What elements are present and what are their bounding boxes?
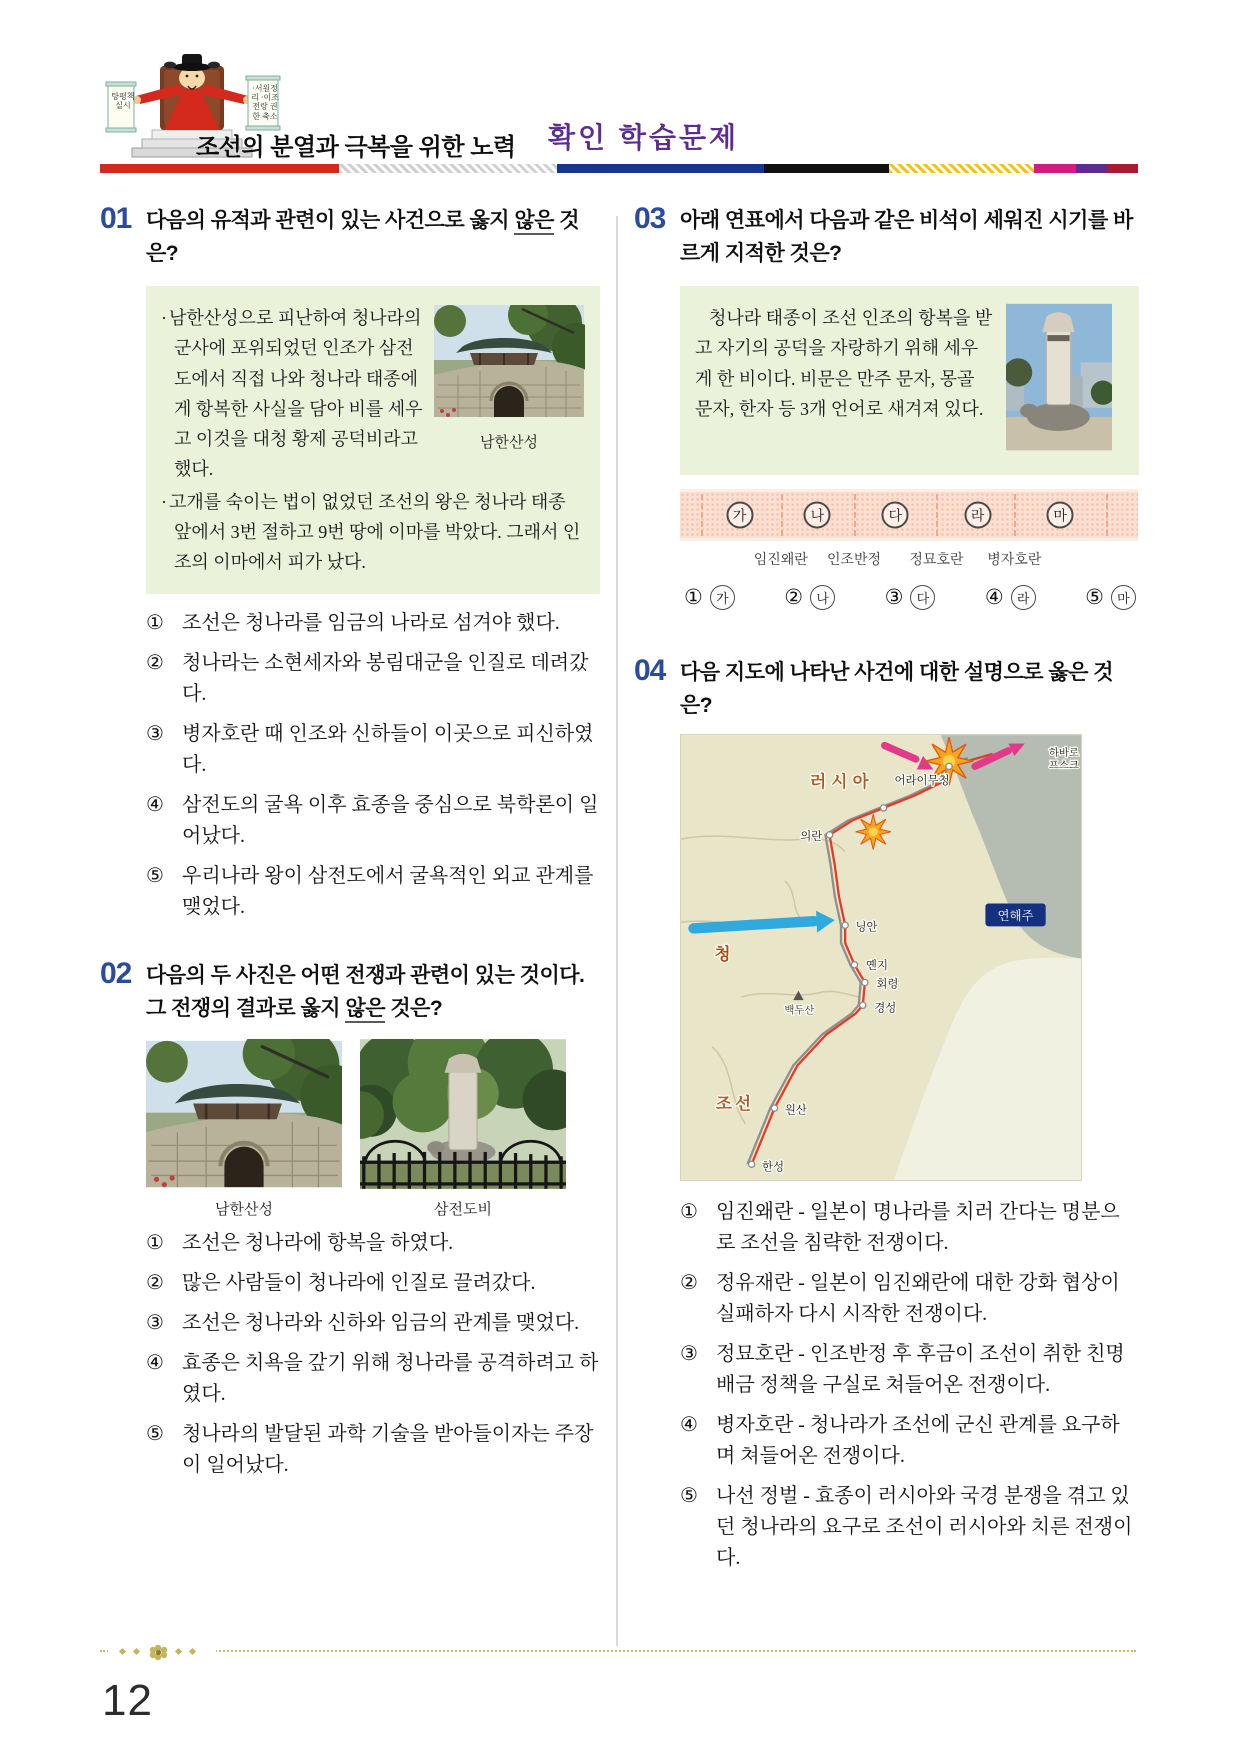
header-color-bar (100, 164, 1138, 173)
q4-choices (680, 1197, 1139, 1574)
timeline-marker-ga: 가 (726, 502, 753, 529)
choice-number: ② (784, 585, 804, 610)
timeline-separator (781, 494, 783, 536)
battle-starburst-icon (856, 815, 891, 850)
map-city-gyeongseong: 경성 (874, 1002, 897, 1015)
bar-segment-black (764, 164, 889, 173)
q4-choice-2 (680, 1268, 1139, 1330)
photo-caption: 삼전도비 (434, 1201, 492, 1219)
naseon-expedition-map (680, 734, 1082, 1181)
choice-number: ④ (146, 1352, 164, 1375)
content-columns (100, 202, 1140, 1646)
map-image (680, 734, 1082, 1181)
choice-text: 조선은 청나라와 신하와 임금의 관계를 맺었다. (182, 1312, 580, 1335)
bar-segment-yellow-checker (889, 164, 1034, 173)
choice-number: ⑤ (146, 1423, 164, 1446)
map-region-russia: 러시아 (810, 772, 874, 792)
choice-text: 많은 사람들이 청나라에 인질로 끌려갔다. (182, 1272, 536, 1295)
choice-marker: 가 (710, 585, 735, 610)
choice-text: 정묘호란 - 인조반정 후 후금이 조선이 취한 친명배금 정책을 구실로 쳐들어온 전쟁이다. (716, 1343, 1125, 1397)
q1-choice-4 (146, 790, 600, 852)
king-scroll-right-text: ·서원정리 ·이조전랑 권한 축소 (251, 84, 279, 121)
choice-number: ③ (146, 723, 164, 746)
q3-choice-2 (784, 585, 835, 610)
fortress-gate-image (433, 305, 585, 417)
column-left (100, 202, 600, 1646)
choice-text: 삼전도의 굴욕 이후 효종을 중심으로 북학론이 일어났다. (182, 794, 599, 848)
page-number: 12 (102, 1676, 153, 1725)
namhansanseong-photo (146, 1039, 342, 1219)
column-right (634, 202, 1139, 1646)
question-number: 03 (634, 202, 666, 235)
map-city-ningan: 닝안 (855, 921, 878, 934)
choice-text: 병자호란 - 청나라가 조선에 군신 관계를 요구하며 쳐들어온 전쟁이다. (716, 1414, 1120, 1468)
q1-choice-2 (146, 648, 600, 710)
stem-text: 것은? (385, 996, 443, 1020)
choice-marker: 나 (810, 585, 835, 610)
q2-photo-row (146, 1039, 600, 1219)
choice-text: 병자호란 때 인조와 신하들이 이곳으로 피신하였다. (182, 723, 594, 777)
source-paragraph: 청나라 태종이 조선 인조의 항복을 받고 자기의 공덕을 자랑하기 위해 세우게 한 비이다. 비문은 만주 문자, 몽골 문자, 한자 등 3개 언어로 새겨져 있다. (695, 308, 993, 419)
q2-choice-1 (146, 1228, 600, 1259)
bar-segment-gray-checker (339, 164, 557, 173)
q3-choice-3 (885, 585, 936, 610)
q4-choice-3 (680, 1339, 1139, 1401)
footer-divider (100, 1650, 1136, 1652)
king-scroll-left-text: 탕평책 실시 (111, 92, 135, 111)
choice-marker: 마 (1111, 585, 1136, 610)
underlined-word: 않은 (514, 209, 554, 235)
source-text (695, 303, 994, 426)
choice-number: ⑤ (680, 1485, 698, 1508)
q2-choice-2 (146, 1268, 600, 1299)
stem-text: 다음의 유적과 관련이 있는 사건으로 옳지 (146, 209, 515, 232)
q1-choice-3 (146, 719, 600, 781)
choice-text: 조선은 청나라를 임금의 나라로 섬겨야 했다. (182, 612, 560, 635)
choice-number: ③ (146, 1312, 164, 1335)
header-badge: 확인 학습문제 (548, 122, 740, 153)
map-city-eoraimucheong: 어라이무청 (894, 775, 950, 788)
samjeondobi-stele-photo (1006, 303, 1112, 460)
choice-number: ① (684, 585, 703, 610)
choice-number: ④ (984, 585, 1004, 610)
map-city-hanseong: 한성 (762, 1161, 785, 1174)
choice-number: ① (146, 612, 164, 635)
choice-number: ③ (884, 585, 904, 610)
question-03 (634, 202, 1139, 610)
map-mountain-baekdusan: 백두산 (784, 1006, 815, 1018)
underlined-word: 않은 (345, 997, 385, 1023)
map-city-uiran: 의란 (800, 831, 823, 844)
question-stem (146, 957, 600, 1025)
map-city-wonsan: 원산 (784, 1104, 807, 1117)
timeline-band (680, 489, 1138, 541)
page-header (100, 38, 1140, 164)
question-01 (100, 202, 600, 923)
choice-marker: 라 (1011, 585, 1036, 610)
q1-choices (146, 608, 600, 923)
timeline-marker-na: 나 (804, 502, 831, 529)
stem-text: 것은? (146, 209, 580, 265)
q3-choices (680, 585, 1140, 610)
photo-caption: 남한산성 (215, 1201, 273, 1219)
choice-text: 청나라는 소현세자와 봉림대군을 인질로 데려갔다. (182, 652, 589, 706)
map-region-qing: 청 (714, 944, 731, 964)
map-region-yeonhaeju: 연해주 (997, 909, 1034, 924)
choice-text: 나선 정벌 - 효종이 러시아와 국경 분쟁을 겪고 있던 청나라의 요구로 조선이 러시아와 치른 전쟁이다. (716, 1485, 1133, 1570)
timeline-event: 인조반정 (826, 551, 882, 568)
timeline-separator (854, 494, 856, 536)
timeline-event-labels (680, 545, 1138, 569)
q2-choice-3 (146, 1308, 600, 1339)
q4-choice-1 (680, 1197, 1139, 1259)
choice-text: 청나라의 발달된 과학 기술을 받아들이자는 주장이 일어났다. (182, 1423, 594, 1477)
choice-number: ④ (680, 1414, 698, 1437)
q4-choice-5 (680, 1481, 1139, 1574)
bar-segment-darkred (1107, 164, 1138, 173)
source-box (146, 286, 600, 594)
question-number: 01 (100, 202, 132, 235)
timeline-marker-ma: 마 (1047, 502, 1074, 529)
q3-choice-4 (985, 585, 1036, 610)
timeline-event: 병자호란 (987, 551, 1042, 568)
question-04 (634, 654, 1139, 1574)
q3-choice-1 (684, 585, 735, 610)
q4-choice-4 (680, 1410, 1139, 1472)
map-city-yeonji: 옌지 (865, 960, 888, 973)
map-city-khabarovsk: 프스크 (1048, 760, 1079, 772)
choice-text: 효종은 치욕을 갚기 위해 청나라를 공격하려고 하였다. (182, 1352, 599, 1406)
map-city-hoeryeong: 회령 (876, 979, 899, 992)
choice-number: ② (680, 1272, 698, 1295)
photo-caption: 남한산성 (480, 434, 538, 452)
question-02 (100, 957, 600, 1481)
choice-number: ② (146, 1272, 164, 1295)
bar-segment-magenta (1034, 164, 1076, 173)
bar-segment-purple (1076, 164, 1107, 173)
question-stem: 아래 연표에서 다음과 같은 비석이 세워진 시기를 바르게 지적한 것은? (680, 209, 1133, 265)
stele-photo-image (1006, 303, 1112, 451)
timeline-event: 임진왜란 (753, 551, 808, 568)
source-bullet: · 고개를 숙이는 법이 없었던 조선의 왕은 청나라 태종 앞에서 3번 절하고 9번 땅에 이마를 박았다. 그래서 인조의 이마에서 피가 났다. (161, 487, 585, 578)
choice-text: 조선은 청나라에 항복을 하였다. (182, 1232, 454, 1255)
choice-number: ① (146, 1232, 164, 1255)
q1-choice-5 (146, 861, 600, 923)
bar-segment-blue (557, 164, 765, 173)
choice-marker: 다 (910, 585, 935, 610)
timeline-separator (1014, 494, 1016, 536)
stele-monument-image (360, 1039, 566, 1189)
choice-number: ② (146, 652, 164, 675)
chapter-title: 조선의 분열과 극복을 위한 노력 (196, 134, 516, 161)
q2-choice-5 (146, 1419, 600, 1481)
timeline-marker-ra: 라 (964, 502, 991, 529)
map-city-khabarovsk: 하바로 (1048, 748, 1079, 760)
samjeondobi-photo (360, 1039, 566, 1219)
q2-choice-4 (146, 1348, 600, 1410)
timeline-separator (1106, 494, 1108, 536)
choice-number: ③ (680, 1343, 698, 1366)
choice-number: ④ (146, 794, 164, 817)
fortress-gate-image (146, 1039, 342, 1189)
choice-text: 정유재란 - 일본이 임진왜란에 대한 강화 협상이 실패하자 다시 시작한 전쟁이다. (716, 1272, 1120, 1326)
bar-segment-red (100, 164, 339, 173)
timeline-event: 정묘호란 (909, 551, 964, 568)
q1-choice-1 (146, 608, 600, 639)
choice-number: ⑤ (1085, 585, 1104, 610)
choice-number: ① (680, 1201, 698, 1224)
namhansanseong-photo (433, 305, 585, 455)
q3-choice-5 (1085, 585, 1136, 610)
source-bullet: · 남한산성으로 피난하여 청나라의 군사에 포위되었던 인조가 삼전도에서 직접 나와 청나라 태종에게 항복한 사실을 담아 비를 세우고 이것을 대청 황제 공덕비라고 했다. (161, 303, 585, 484)
timeline-separator (936, 494, 938, 536)
column-divider (616, 216, 618, 1646)
timeline-marker-da: 다 (882, 502, 909, 529)
stem-text: 다음의 두 사진은 어떤 전쟁과 관련이 있는 것이다. 그 전쟁의 결과로 옳지 (146, 964, 585, 1020)
choice-number: ⑤ (146, 865, 164, 888)
question-stem (146, 202, 600, 270)
choice-text: 임진왜란 - 일본이 명나라를 치러 간다는 명분으로 조선을 침략한 전쟁이다. (716, 1201, 1120, 1255)
q2-choices (146, 1228, 600, 1481)
map-region-joseon: 조선 (715, 1094, 755, 1114)
footer-flower-ornament-icon (108, 1643, 216, 1666)
question-stem: 다음 지도에 나타난 사건에 대한 설명으로 옳은 것은? (680, 661, 1114, 717)
choice-text: 우리나라 왕이 삼전도에서 굴욕적인 외교 관계를 맺었다. (182, 865, 594, 919)
question-number: 04 (634, 654, 666, 688)
question-number: 02 (100, 957, 132, 991)
source-box (680, 286, 1139, 475)
timeline-separator (701, 494, 703, 536)
